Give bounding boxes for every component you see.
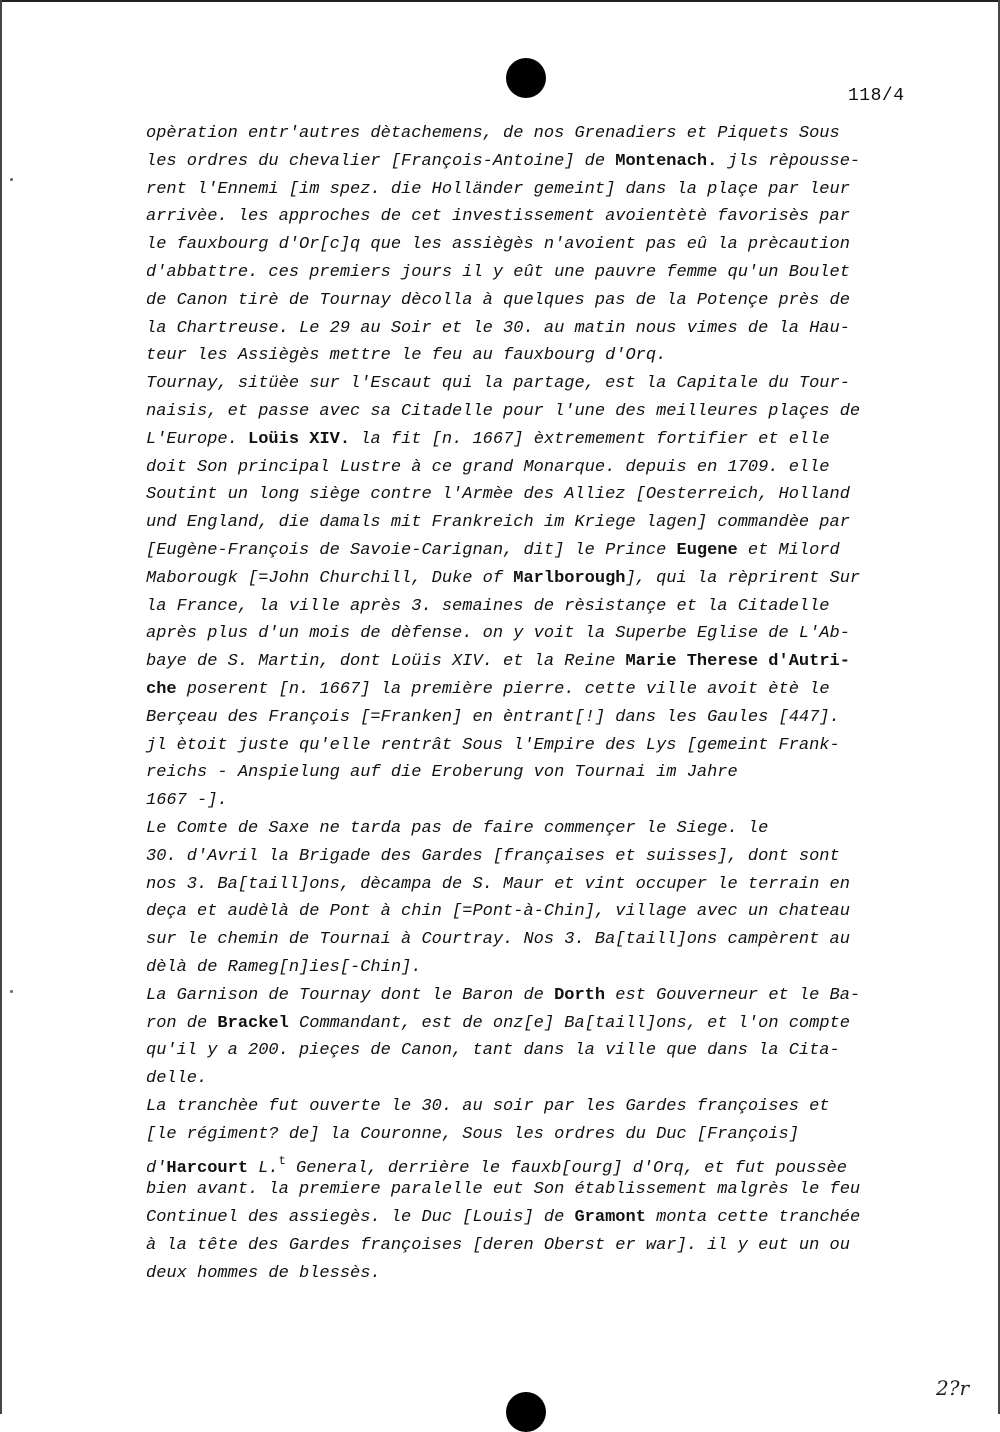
text-segment: rent l'Ennemi [im spez. die Holländer gemeint] dans la plaçe par leur: [146, 179, 850, 199]
text-segment: est Gouverneur et le Ba-: [605, 985, 861, 1005]
text-segment: baye de S. Martin, dont Loüis XIV. et la Reine: [146, 652, 626, 672]
bold-name: Harcourt: [166, 1159, 249, 1179]
text-segment: jls rèpousse-: [717, 151, 861, 171]
text-segment: delle.: [146, 1069, 208, 1089]
text-segment: le fauxbourg d'Or[c]q que les assiègès n'avoient pas eû la prècaution: [146, 235, 850, 255]
text-segment: Commandant, est de onz[e] Ba[taill]ons, et l'on compte: [288, 1013, 850, 1033]
punch-hole-bottom: [506, 1392, 546, 1432]
text-segment: deux hommes de blessès.: [146, 1263, 381, 1283]
text-segment: und England, die damals mit Frankreich im Kriege lagen] commandèe par: [146, 513, 850, 533]
text-segment: 1667 -].: [146, 791, 228, 811]
page-number: 118/4: [848, 86, 905, 106]
text-segment: jl ètoit juste qu'elle rentrât Sous l'Empire des Lys [gemeint Frank-: [146, 735, 840, 755]
text-line: [146, 342, 926, 370]
text-line: [146, 676, 926, 704]
text-segment: Berçeau des François [=Franken] en èntrant[!] dans les Gaules [447].: [146, 707, 840, 727]
text-line: [146, 370, 926, 398]
scan-speck: [10, 990, 13, 993]
text-line: [146, 231, 926, 259]
text-segment: monta cette tranchée: [645, 1208, 861, 1228]
text-line: [146, 982, 926, 1010]
bold-name: Dorth: [554, 985, 606, 1005]
text-segment: dèlà de Rameg[n]ies[-Chin].: [146, 957, 422, 977]
bold-name: che: [146, 679, 177, 699]
text-line: [146, 732, 926, 760]
text-line: [146, 287, 926, 315]
text-segment: d'abbattre. ces premiers jours il y eût une pauvre femme qu'un Boulet: [146, 262, 850, 282]
scan-speck: [10, 178, 13, 181]
bold-name: Brackel: [217, 1013, 289, 1033]
text-line: [146, 787, 926, 815]
text-segment: la France, la ville après 3. semaines de rèsistançe et la Citadelle: [146, 596, 830, 616]
text-line: [146, 815, 926, 843]
text-line: [146, 1204, 926, 1232]
text-line: [146, 426, 926, 454]
text-segment: bien avant. la premiere paralelle eut Son établissement malgrès le feu: [146, 1180, 861, 1200]
text-line: [146, 1260, 926, 1288]
scan-border-top: [0, 0, 1000, 2]
superscript: t: [278, 1154, 286, 1169]
text-segment: L'Europe.: [146, 429, 249, 449]
text-line: [146, 203, 926, 231]
text-segment: naisis, et passe avec sa Citadelle pour l'une des meilleures plaçes de: [146, 401, 861, 421]
document-body: [146, 120, 926, 1287]
text-line: [146, 1065, 926, 1093]
text-segment: sur le chemin de Tournai à Courtray. Nos 3. Ba[taill]ons campèrent au: [146, 930, 850, 950]
text-line: [146, 259, 926, 287]
text-line: [146, 176, 926, 204]
text-line: [146, 1010, 926, 1038]
text-segment: et Milord: [737, 540, 840, 560]
bold-name: Gramont: [574, 1208, 646, 1228]
text-segment: [Eugène-François de Savoie-Carignan, dit] le Prince: [146, 540, 677, 560]
text-segment: la Chartreuse. Le 29 au Soir et le 30. au matin nous vimes de la Hau-: [146, 318, 850, 338]
text-segment: La Garnison de Tournay dont le Baron de: [146, 985, 555, 1005]
bold-name: Loüis XIV.: [248, 429, 351, 449]
text-segment: La tranchèe fut ouverte le 30. au soir par les Gardes françoises et: [146, 1096, 830, 1116]
text-segment: [le régiment? de] la Couronne, Sous les ordres du Duc [François]: [146, 1124, 799, 1144]
handwritten-folio: 2?r: [936, 1376, 970, 1400]
text-line: [146, 1232, 926, 1260]
text-segment: 30. d'Avril la Brigade des Gardes [françaises et suisses], dont sont: [146, 846, 840, 866]
text-segment: L.: [248, 1159, 279, 1179]
text-line: [146, 871, 926, 899]
text-line: [146, 509, 926, 537]
text-segment: arrivèe. les approches de cet investissement avoientètè favorisès par: [146, 207, 850, 227]
text-line: [146, 454, 926, 482]
text-segment: Soutint un long siège contre l'Armèe des Alliez [Oesterreich, Holland: [146, 485, 850, 505]
text-segment: Tournay, sitüèe sur l'Escaut qui la partage, est la Capitale du Tour-: [146, 374, 850, 394]
text-segment: les ordres du chevalier [François-Antoine] de: [146, 151, 616, 171]
text-segment: qu'il y a 200. pieçes de Canon, tant dans la ville que dans la Cita-: [146, 1041, 840, 1061]
text-segment: opèration entr'autres dètachemens, de nos Grenadiers et Piquets Sous: [146, 124, 840, 143]
text-line: [146, 926, 926, 954]
text-segment: ron de: [146, 1013, 218, 1033]
text-line: [146, 565, 926, 593]
text-segment: nos 3. Ba[taill]ons, dècampa de S. Maur et vint occuper le terrain en: [146, 874, 850, 894]
text-line: [146, 1121, 926, 1149]
text-line: [146, 1093, 926, 1121]
bold-name: Eugene: [676, 540, 738, 560]
text-segment: Le Comte de Saxe ne tarda pas de faire commençer le Siege. le: [146, 818, 769, 838]
text-segment: poserent [n. 1667] la première pierre. cette ville avoit ètè le: [176, 679, 830, 699]
text-line: [146, 398, 926, 426]
bold-name: Marlborough: [513, 568, 626, 588]
text-line: [146, 954, 926, 982]
text-line: [146, 148, 926, 176]
text-line: [146, 620, 926, 648]
text-segment: Continuel des assiegès. le Duc [Louis] de: [146, 1208, 575, 1228]
text-segment: General, derrière le fauxb[ourg] d'Orq, et fut poussèe: [285, 1159, 847, 1179]
text-segment: deça et audèlà de Pont à chin [=Pont-à-Chin], village avec un chateau: [146, 902, 850, 922]
scan-border-left: [0, 0, 2, 1414]
text-line: [146, 537, 926, 565]
bold-name: Marie Therese d'Autri-: [625, 652, 850, 672]
text-line: [146, 1148, 926, 1179]
bold-name: Montenach.: [615, 151, 718, 171]
text-line: [146, 120, 926, 148]
text-line: [146, 1037, 926, 1065]
text-segment: ], qui la rèprirent Sur: [625, 568, 861, 588]
text-line: [146, 1176, 926, 1204]
text-segment: la fit [n. 1667] èxtremement fortifier et elle: [350, 429, 830, 449]
text-line: [146, 593, 926, 621]
text-segment: reichs - Anspielung auf die Eroberung von Tournai im Jahre: [146, 763, 738, 783]
text-segment: Maborougk [=John Churchill, Duke of: [146, 568, 514, 588]
punch-hole-top: [506, 58, 546, 98]
text-line: [146, 481, 926, 509]
text-line: [146, 315, 926, 343]
text-line: [146, 704, 926, 732]
text-line: [146, 648, 926, 676]
text-segment: doit Son principal Lustre à ce grand Monarque. depuis en 1709. elle: [146, 457, 830, 477]
text-line: [146, 898, 926, 926]
text-segment: d': [146, 1159, 167, 1179]
text-segment: de Canon tirè de Tournay dècolla à quelques pas de la Potençe près de: [146, 290, 850, 310]
text-line: [146, 843, 926, 871]
text-segment: teur les Assiègès mettre le feu au fauxbourg d'Orq.: [146, 346, 667, 366]
text-segment: à la tête des Gardes françoises [deren Oberst er war]. il y eut un ou: [146, 1235, 850, 1255]
text-line: [146, 759, 926, 787]
text-segment: après plus d'un mois de dèfense. on y voit la Superbe Eglise de L'Ab-: [146, 624, 850, 644]
